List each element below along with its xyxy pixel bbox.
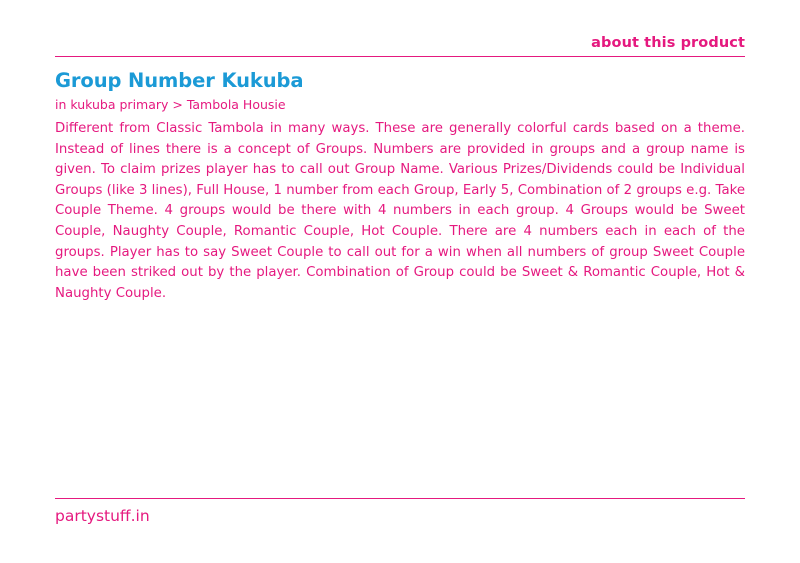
header-label: about this product: [591, 35, 745, 51]
page-header: [55, 0, 745, 56]
page-title: Group Number Kukuba: [55, 69, 304, 92]
product-description: Different from Classic Tambola in many ways. These are generally colorful cards based on a theme. Instead of lines there is a concept of Groups. Numbers are provided in groups and a group name is given. To claim prizes player has to call out Group Name. Various Prizes/Dividends could be Individual Groups (like 3 lines), Full House, 1 number from each Group, Early 5, Combination of 2 groups e.g. Take Couple Theme. 4 groups would be there with 4 numbers in each group. 4 Groups would be Sweet Couple, Naughty Couple, Romantic Couple, Hot Couple. There are 4 numbers each in each of the groups. Player has to say Sweet Couple to call out for a win when all numbers of group Sweet Couple have been striked out by the player. Combination of Group could be Sweet & Romantic Couple, Hot & Naughty Couple.: [55, 121, 745, 301]
breadcrumb: in kukuba primary > Tambola Housie: [55, 97, 286, 112]
footer-divider: [55, 498, 745, 499]
footer-site-label: partystuff.in: [55, 507, 150, 525]
page-footer: [55, 498, 745, 525]
header-divider: [55, 56, 745, 57]
